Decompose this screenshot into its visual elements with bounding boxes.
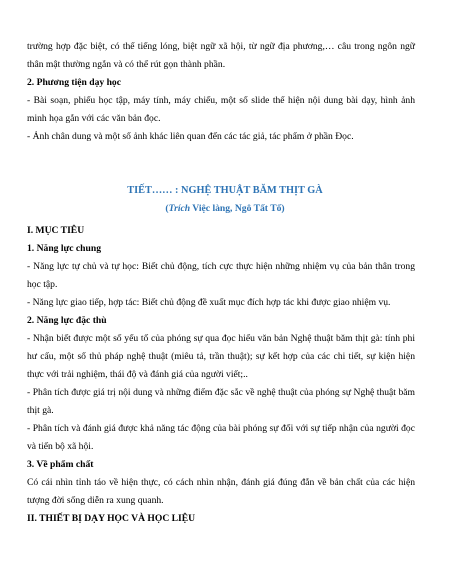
objectives-section <box>27 222 415 528</box>
heading-qualities: 3. Về phẩm chất <box>27 459 94 470</box>
list-item-communication: - Năng lực giao tiếp, hợp tác: Biết chủ động đề xuất mục đích hợp tác khi được giao nhiệm vụ. <box>27 297 391 308</box>
list-item-self-study: - Năng lực tự chủ và tự học: Biết chủ động, tích cực thực hiện những nhiệm vụ của bản thân trong học tập. <box>27 261 415 290</box>
list-item-materials: - Bài soạn, phiếu học tập, máy tính, máy chiếu, một số slide thể hiện nội dung bài dạy, hình ảnh minh họa gắn với các văn bản đọc. <box>27 95 415 124</box>
lesson-title: TIẾT…… : NGHỆ THUẬT BĂM THỊT GÀ <box>127 185 323 196</box>
list-item-recognize-elements: - Nhận biết được một số yếu tố của phóng sự qua đọc hiểu văn bản Nghệ thuật băm thịt gà: tính phi hư cấu, một số thủ pháp nghệ thuật (miêu tả, trần thuật); sự kết hợp của các chi tiết, sự kiện hiện thực với trải nghiệm, thái độ và đánh giá của người viết;.. <box>27 333 415 380</box>
list-item-evaluate-impact: - Phân tích và đánh giá được khả năng tác động của bài phóng sự đối với sự tiếp nhận của người đọc và tiến bộ xã hội. <box>27 423 415 452</box>
heading-equipment: II. THIẾT BỊ DẠY HỌC VÀ HỌC LIỆU <box>27 513 196 524</box>
heading-teaching-aids: 2. Phương tiện dạy học <box>27 77 121 88</box>
subtitle-italic: Trích <box>168 203 191 214</box>
heading-objectives: I. MỤC TIÊU <box>27 225 85 236</box>
heading-specific-competence: 2. Năng lực đặc thù <box>27 315 107 326</box>
list-item-portraits: - Ảnh chân dung và một số ảnh khác liên quan đến các tác giả, tác phẩm ở phần Đọc. <box>27 131 354 142</box>
lesson-subtitle <box>0 200 450 218</box>
heading-general-competence: 1. Năng lực chung <box>27 243 101 254</box>
top-section <box>27 38 415 146</box>
subtitle-source: Việc làng, Ngô Tất Tố) <box>190 203 285 214</box>
subtitle-open: ( <box>165 203 169 214</box>
paragraph-qualities: Có cái nhìn tỉnh táo về hiện thực, có cách nhìn nhận, đánh giá đúng đắn về bản chất của các hiện tượng đời sống diễn ra xung quanh. <box>27 477 415 506</box>
paragraph-continued: trường hợp đặc biệt, có thể tiếng lóng, biệt ngữ xã hội, từ ngữ địa phương,… câu trong ngôn ngữ thân mật thường ngắn và có thể rút gọn thành phần. <box>27 41 415 70</box>
list-item-analyze-value: - Phân tích được giá trị nội dung và những điểm đặc sắc về nghệ thuật của phóng sự Nghệ thuật băm thịt gà. <box>27 387 415 416</box>
